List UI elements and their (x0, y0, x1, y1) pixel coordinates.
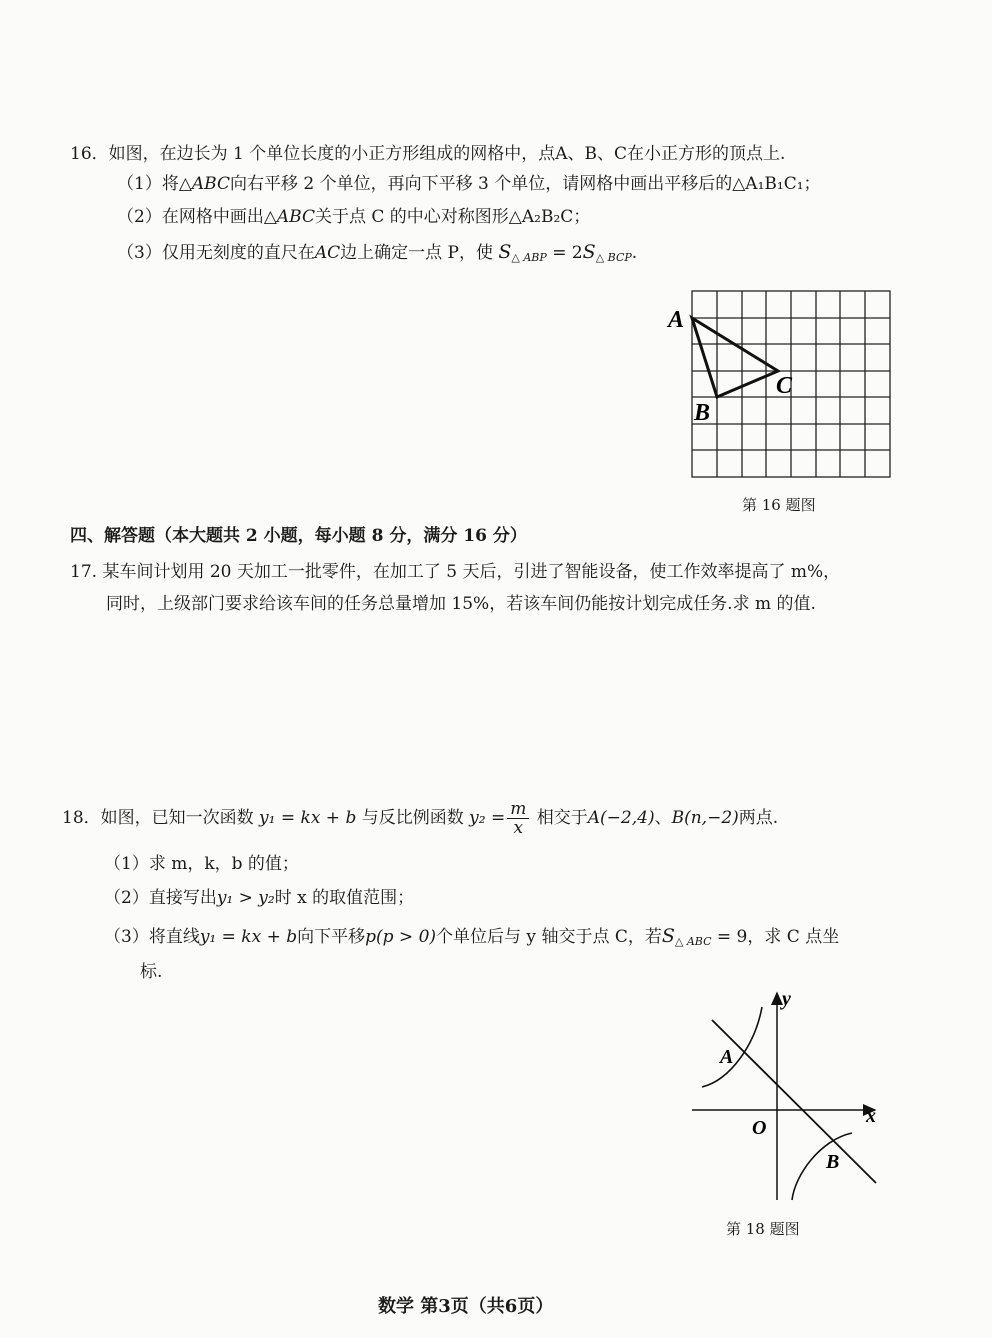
q18-stem-e: 两点. (738, 808, 779, 828)
q16-part2-abc: ABC (276, 207, 315, 227)
q17-line1: 17. 某车间计划用 20 天加工一批零件，在加工了 5 天后，引进了智能设备，使工作效率提高了 m%， (70, 562, 841, 582)
q18-label-o: O (752, 1117, 767, 1139)
q16-part3-eq: = 2 (546, 243, 583, 263)
q18-label-a: A (720, 1046, 734, 1068)
q18-stem-d: 、 (654, 808, 672, 828)
q16-part3-ac: AC (314, 243, 341, 263)
q16-part1-prefix: （1）将△ (117, 174, 192, 194)
q18-point-a: A(−2,4) (587, 808, 655, 828)
linear-function-line (712, 1020, 876, 1183)
q18-label-y: y (782, 988, 791, 1010)
q16-label-a: A (668, 307, 685, 333)
q18-part3-eq: = 9 (711, 927, 748, 947)
q18-part3-d: ，求 C 点坐 (747, 927, 840, 947)
q18-part3-a: （3）将直线 (104, 927, 200, 947)
q16-part3-end: . (631, 243, 638, 263)
triangle-abc (692, 318, 778, 397)
q16-part3-sub1: △ ABP (511, 251, 547, 264)
q18-part3-b: 向下平移 (297, 927, 366, 947)
q18-stem-c: 相交于 (536, 808, 588, 828)
q16-part2 (117, 205, 590, 229)
q18-label-b: B (826, 1151, 840, 1173)
q16-part1 (117, 172, 821, 196)
q16-part1-abc: ABC (191, 174, 230, 194)
q16-part3-prefix: （3）仅用无刻度的直尺在 (117, 243, 315, 263)
hyperbola-lower-right (792, 1133, 852, 1200)
q18-part2 (104, 886, 414, 910)
q18-part2-b: 时 x 的取值范围； (274, 888, 415, 908)
q18-part2-cond: y₁ > y₂ (216, 888, 275, 908)
q18-label-x: x (866, 1105, 876, 1127)
q18-part3-s: S (661, 925, 675, 947)
q16-part3-mid: 边上确定一点 P，使 (340, 243, 493, 263)
q18-part3-p: p(p > 0) (365, 927, 437, 947)
section-4-heading: 四、解答题（本大题共 2 小题，每小题 8 分，满分 16 分） (70, 526, 527, 546)
q18-part3 (104, 924, 839, 954)
q18-stem (62, 798, 778, 838)
q17-line2: 同时，上级部门要求给该车间的任务总量增加 15%，若该车间仍能按计划完成任务.求 m 的值. (106, 594, 816, 614)
q16-part2-rest: 关于点 C 的中心对称图形△A₂B₂C； (314, 207, 591, 227)
q18-part1: （1）求 m，k，b 的值； (104, 854, 299, 874)
q16-figure (660, 282, 920, 492)
q18-fraction-den: x (513, 818, 524, 838)
q16-part3-s2: S (582, 241, 596, 263)
q18-part3-line: y₁ = kx + b (199, 927, 298, 947)
q18-fraction-num: m (507, 800, 529, 819)
q18-figure (680, 985, 910, 1215)
q18-stem-y1: y₁ = kx + b (259, 808, 357, 828)
q16-part2-prefix: （2）在网格中画出△ (117, 207, 277, 227)
q16-part3 (117, 240, 637, 270)
q18-fraction (507, 800, 529, 837)
q16-part1-suffix: 向右平移 2 个单位，再向下平移 3 个单位，请网格中画出平移后的△A₁B₁C₁； (229, 174, 821, 194)
q16-label-c: C (776, 373, 793, 399)
q16-stem: 16．如图，在边长为 1 个单位长度的小正方形组成的网格中，点A、B、C在小正方形的顶点上. (70, 144, 786, 164)
q16-part3-s1: S (498, 241, 512, 263)
q18-caption: 第 18 题图 (726, 1220, 800, 1238)
q18-stem-b: 与反比例函数 (361, 808, 464, 828)
q18-part2-a: （2）直接写出 (104, 888, 217, 908)
q16-caption: 第 16 题图 (742, 496, 816, 514)
q18-stem-a: 18．如图，已知一次函数 (62, 808, 254, 828)
q18-point-b: B(n,−2) (671, 808, 739, 828)
q16-label-b: B (694, 400, 711, 426)
q18-part3-sub: △ ABC (674, 935, 712, 948)
page-footer: 数学 第3页（共6页） (378, 1296, 554, 1317)
q18-stem-y2: y₂ = (469, 808, 506, 828)
q16-part3-sub2: △ BCP (595, 251, 632, 264)
q18-part3-c: 个单位后与 y 轴交于点 C，若 (436, 927, 662, 947)
q18-part3-cont: 标. (140, 962, 163, 982)
